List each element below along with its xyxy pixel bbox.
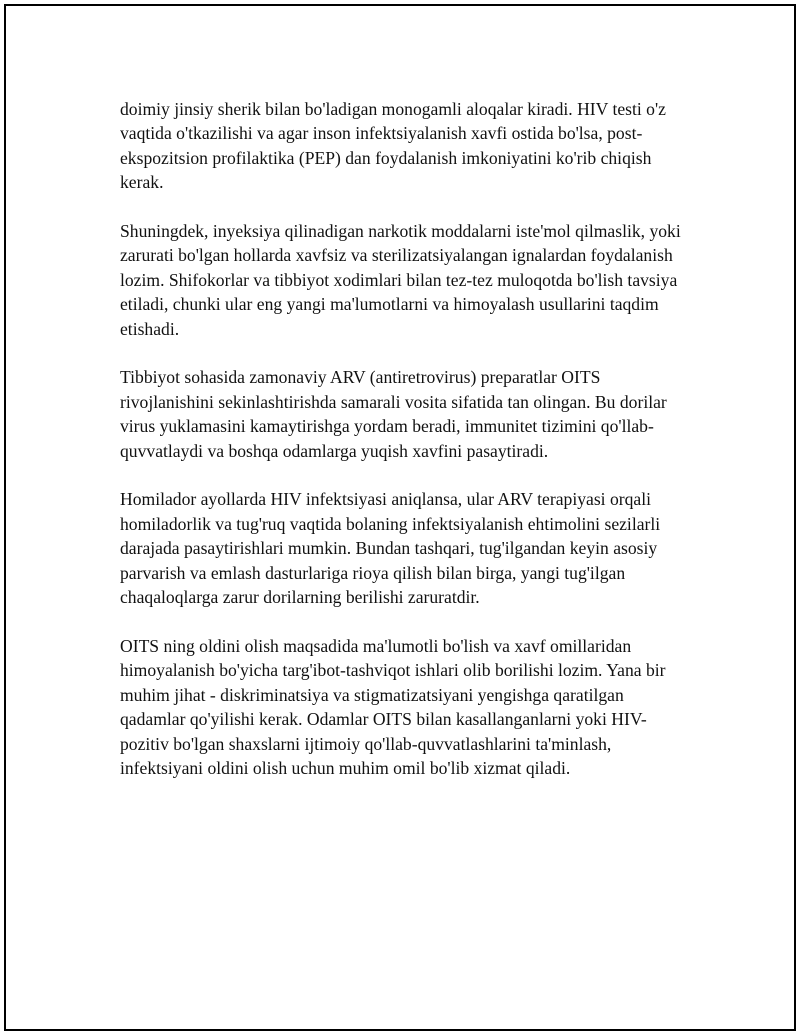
paragraph-1: doimiy jinsiy sherik bilan bo'ladigan monogamli aloqalar kiradi. HIV testi o'z vaqtida o'tkazilishi va agar inson infektsiyalanish xavfi ostida bo'lsa, post-ekspozitsion profilaktika (PEP) dan foydalanish imkoniyatini ko'rib chiqish kerak. bbox=[120, 99, 666, 193]
paragraph-3: Tibbiyot sohasida zamonaviy ARV (antiretrovirus) preparatlar OITS rivojlanishini sekinlashtirishda samarali vosita sifatida tan olingan. Bu dorilar virus yuklamasini kamaytirishga yordam beradi, immunitet tizimini qo'llab-quvvatlaydi va boshqa odamlarga yuqish xavfini pasaytiradi. bbox=[120, 367, 667, 461]
page-frame bbox=[4, 4, 796, 1031]
paragraph-5: OITS ning oldini olish maqsadida ma'lumotli bo'lish va xavf omillaridan himoyalanish bo'yicha targ'ibot-tashviqot ishlari olib borilishi lozim. Yana bir muhim jihat - diskriminatsiya va stigmatizatsiyani yengishga qaratilgan qadamlar qo'yilishi kerak. Odamlar OITS bilan kasallanganlarni yoki HIV-pozitiv bo'lgan shaxslarni ijtimoiy qo'llab-quvvatlashlarini ta'minlash, infektsiyani oldini olish uchun muhim omil bo'lib xizmat qiladi. bbox=[120, 635, 666, 778]
paragraph-2: Shuningdek, inyeksiya qilinadigan narkotik moddalarni iste'mol qilmaslik, yoki zarurati bo'lgan hollarda xavfsiz va sterilizatsiyalangan ignalardan foydalanish lozim. Shifokorlar va tibbiyot xodimlari bilan tez-tez muloqotda bo'lish tavsiya etiladi, chunki ular eng yangi ma'lumotlarni va himoyalash usullarini taqdim etishadi. bbox=[120, 221, 681, 339]
paragraph-4: Homilador ayollarda HIV infektsiyasi aniqlansa, ular ARV terapiyasi orqali homiladorlik va tug'ruq vaqtida bolaning infektsiyalanish ehtimolini sezilarli darajada pasaytirishlari mumkin. Bundan tashqari, tug'ilgandan keyin asosiy parvarish va emlash dasturlariga rioya qilish bilan birga, yangi tug'ilgan chaqaloqlarga zarur dorilarning berilishi zaruratdir. bbox=[120, 489, 661, 608]
document-body bbox=[120, 97, 685, 805]
